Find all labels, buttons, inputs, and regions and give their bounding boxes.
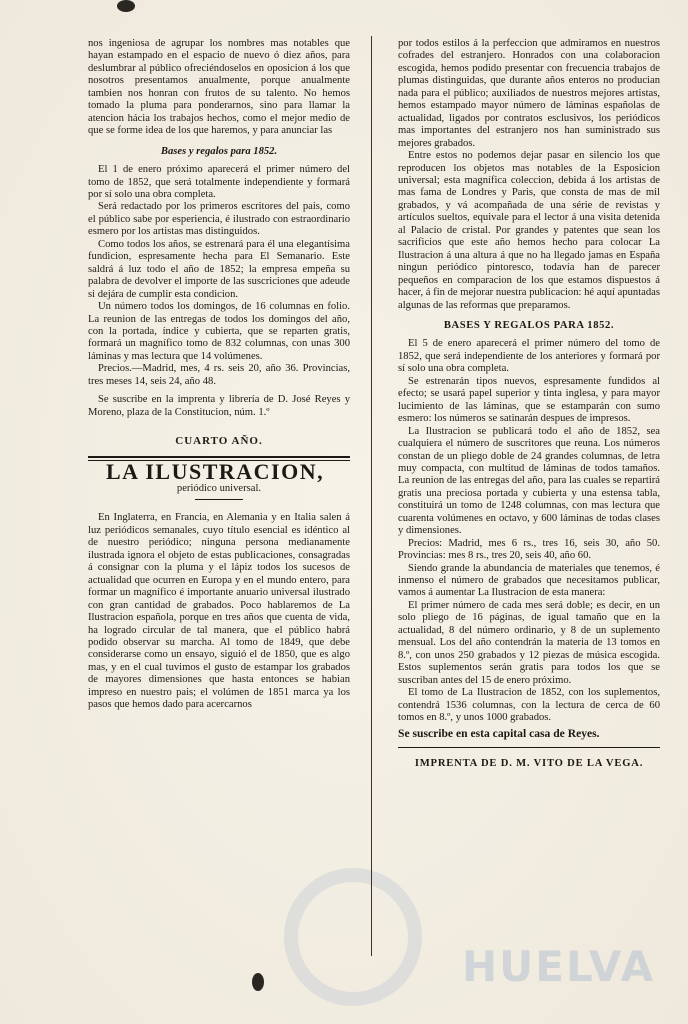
left-section-heading: Bases y regalos para 1852. [160, 145, 278, 157]
left-prices: Precios.—Madrid, mes, 4 rs. seis 20, año 36. Provincias, tres meses 14, seis 24, año 48. [88, 363, 350, 387]
right-column [398, 38, 660, 770]
right-paragraph-6: El tomo de La Ilustracion de 1852, con los suplementos, contendrá 1536 columnas, con la lectura de cerca de 60 tomos en 8.º, y unos 1000 grabados. [398, 687, 660, 724]
right-subscribe-note: Se suscribe en esta capital casa de Reyes. [398, 727, 600, 741]
imprint-rule [398, 747, 660, 748]
left-paragraph-3: Como todos los años, se estrenará para él una elegantísima fundicion, espresamente hecha para El Semanario. Este saldrá á luz todo el año de 1852; la empresa empeña su palabra de devolver el importe de las suscriciones que adeude si dejára de cumplir esta condicion. [88, 238, 350, 300]
binding-hole-top [117, 0, 135, 12]
right-paragraph-entre: Entre estos no podemos dejar pasar en silencio los que reproducen los objetos mas notables de la Esposicion universal; esta magnífica coleccion, debida á los artistas de mas fama de Londres y Paris, que consta de mas de mil grabados, y vá acompañada de una série de revistas y artículos sueltos, equivale para el lector á una visita detenida al Palacio de cristal. Por grandes y patentes que sean los sacrificios que este año hemos hecho para colocar La Ilustracion á una altura á que no ha llegado jamas en España ningun periódico pintoresco, todavía han de parecer pequeños en comparacion de los que estamos dispuestos á hacer, á fin de mejorar nuestra publicacion: hé aquí apuntadas algunas de las reformas que preparamos. [398, 150, 660, 311]
masthead-short-rule [195, 499, 243, 500]
right-prices: Precios: Madrid, mes 6 rs., tres 16, seis 30, año 50. Provincias: mes 8 rs., tres 20, seis 40, año 60. [398, 537, 660, 562]
binding-hole-bottom [252, 973, 264, 991]
left-column [88, 38, 350, 712]
watermark-text: HUELVA [462, 942, 656, 991]
right-paragraph-3: La Ilustracion se publicará todo el año de 1852, sea cualquiera el número de suscritores que reuna. Los números constan de un pliego doble de 24 grandes columnas, de letra muy compacta, con multitud de láminas de todos tamaños. La reunion de las entregas del año, para las cuales se repartirá gratis una preciosa portada y cubierta y una estensa tabla, constituirá un tomo de 1248 columnas, con mas lectura que cuarenta volúmenes en octavo, y 600 láminas de todas clases y dimensiones. [398, 425, 660, 537]
left-paragraph-2: Será redactado por los primeros escritores del pais, como el público sabe por esperiencia, é ilustrado con estraordinario esmero por los artistas mas distinguidos. [88, 201, 350, 238]
year-label: CUARTO AÑO. [175, 435, 263, 448]
right-paragraph-2: Se estrenarán tipos nuevos, espresamente fundidos al efecto; se usará papel superior y tinta inglesa, y para mayor lucimiento de las láminas, que se estamparán con sumo esmero: los números se satinarán despues de impresos. [398, 375, 660, 425]
right-paragraph-1: El 5 de enero aparecerá el primer número del tomo de 1852, que será independiente de los anteriores y formará por sí solo una obra completa. [398, 338, 660, 375]
left-body-paragraph: En Inglaterra, en Francia, en Alemania y en Italia salen á luz periódicos semanales, cuyo título esencial es idéntico al de nuestro periódico; ninguna persona medianamente ilustrada ignora el objeto de estas publicaciones, consagradas á consignar con la pluma y el lápiz todos los sucesos de actualidad que ocurren en Europa y en el mundo entero, para formar un magnífico é importante anuario universal ilustrado con gran cantidad de grabados. Poco hablaremos de La Ilustracion española, porque en tres años que cuenta de vida, ha logrado circular de tal manera, que el público habrá podido observar su marcha. Al tomo de 1849, que debe considerarse como un ensayo, siguió el de 1850, que es algo mas, y en el cual tuvimos el gusto de estampar los grabados de mayores dimensiones que hasta entonces se habian impreso en nuestro pais; el volúmen de 1851 marca ya los pasos que hemos dado para acercarnos [88, 512, 350, 711]
masthead-subtitle: periódico universal. [176, 482, 262, 494]
left-paragraph-4: Un número todos los domingos, de 16 columnas en folio. La reunion de las entregas de todos los domingos del año, con la portada, índice y cubierta, que se reparten gratis, formará un magnífico tomo de 832 columnas, con unas 300 láminas y mas lectura que 14 volúmenes. [88, 301, 350, 362]
masthead-title: LA ILUSTRACION, [106, 459, 325, 485]
right-intro-paragraph: por todos estilos á la perfeccion que admiramos en nuestros cofrades del estranjero. Honrados con una colaboracion escogida, hemos podido presentar con frecuencia trabajos de plumas distinguidas, que durante años enteros no producian nada para el público; auxiliados de nuestros mejores artistas, hemos estampado mayor número de láminas españolas de actualidad, ligados por contratos esclusivos, los periódicos mas importantes del estranjero nos han suministrado sus mejores grabados. [398, 38, 660, 149]
column-divider [371, 36, 372, 956]
left-paragraph-1: El 1 de enero próximo aparecerá el primer número del tomo de 1852, que será totalmente independiente y formará por sí solo una obra completa. [88, 164, 350, 200]
left-subscribe-note: Se suscribe en la imprenta y librería de D. José Reyes y Moreno, plaza de la Constitucion, núm. 1.º [88, 394, 350, 418]
right-paragraph-5: El primer número de cada mes será doble; es decir, en un solo pliego de 16 páginas, de igual tamaño que en la actualidad, 8 del número ordinario, y 8 de un suplemento mensual. Los del año contendrán la materia de 13 tomos en 8.º, con unos 250 grabados y 12 piezas de música escogida. Estos suplementos serán gratis para todos los que se suscriban antes del 15 de enero próximo. [398, 599, 660, 686]
left-intro-paragraph: nos ingeniosa de agrupar los nombres mas notables que hayan estampado en el espacio de nuevo ó diez años, para deslumbrar al público ofreciéndoselos en oposicion á los que nosotros presentamos anualmente, porque anualmente tambien nos honran con frutos de su talento. No hemos tomado la pluma para ponderarnos, sino para llamar la atencion hácia los trabajos hechos, como el mejor medio de que se forme idea de los que haremos, y para anunciar las [88, 38, 350, 137]
right-section-heading: BASES Y REGALOS PARA 1852. [443, 319, 615, 331]
printer-imprint: IMPRENTA DE D. M. VITO DE LA VEGA. [414, 757, 644, 769]
right-paragraph-4: Siendo grande la abundancia de materiales que tenemos, é inmenso el número de grabados que necesitamos publicar, vamos á aumentar La Ilustracion de esta manera: [398, 562, 660, 599]
masthead-rule-top [88, 456, 350, 458]
watermark-seal [284, 868, 422, 1006]
